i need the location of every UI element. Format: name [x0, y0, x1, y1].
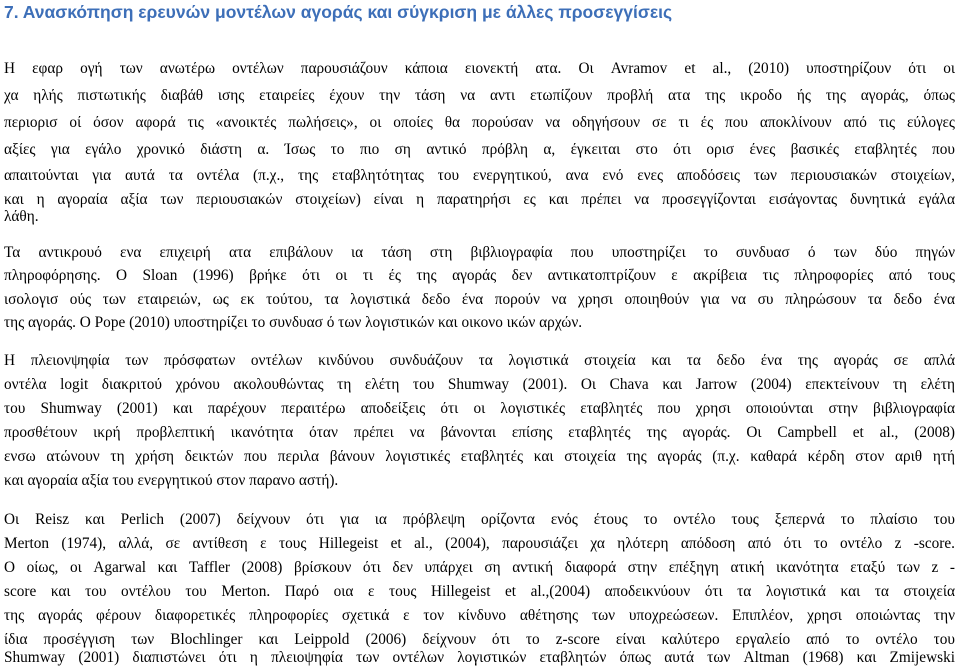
text-line: ισολογισ ούς των εταιρειών, ως εκ τούτου, τα λογιστικά δεδο ένα πορούν να χρησι οποιηθούν για να συ πληρώσουν τα δεδο ένα — [4, 291, 955, 308]
text-line: αξίες για εγάλο χρονικό διάστη α. Ίσως το πιο ση αντικό πρόβλη α, έγκειται στο ότι ορισ ένες βασικές εταβλητές που — [4, 141, 955, 158]
text-line: της αγοράς. Ο Pope (2010) υποστηρίζει το συνδυασ ό των λογιστικών και οικονο ικών αρχών. — [4, 314, 583, 331]
text-line: περιορισ οί όσον αφορά τις «ανοικτές πωλήσεις», οι οποίες θα πορούσαν να οδηγήσουν σε τι ές που αποκλίνουν από τις εύλογες — [4, 114, 955, 131]
text-line: ενσω ατώνουν τη χρήση δεικτών που περιλα βάνουν λογιστικές εταβλητές και στοιχεία της αγοράς (π.χ. καθαρά κέρδη στον αριθ ητή — [4, 448, 955, 465]
text-line: score και του οντέλου του Merton. Παρό οια ε τους Hillegeist et al.,(2004) αποδεικνύουν ότι τα λογιστικά και τα στοιχεία — [4, 583, 955, 600]
text-line: και η αγοραία αξία των περιουσιακών στοιχείων) είναι η παρατηρήσι ες και πρέπει να προσεγγίζονται εισάγοντας δυνητικά εγάλα — [4, 191, 955, 208]
text-line: Ο οίως, οι Agarwal και Taffler (2008) βρίσκουν ότι δεν υπάρχει ση αντική διαφορά στην επέξηγη ατική ικανότητα εταξύ των z - — [4, 559, 955, 576]
text-line: Merton (1974), αλλά, σε αντίθεση ε τους Hillegeist et al., (2004), παρουσιάζει χα ηλότερη απόδοση από ότι το οντέλο z -score. — [4, 535, 955, 552]
text-line: πληροφόρησης. Ο Sloan (1996) βρήκε ότι οι τι ές της αγοράς δεν αντικατοπτρίζουν ε ακρίβεια τις πληροφορίες από τους — [4, 267, 955, 284]
text-line: της αγοράς φέρουν διαφορετικές πληροφορίες σχετικά ε τον κίνδυνο αθέτησης των υποχρεώσεων. Επιπλέον, χρησι οποιώντας την — [4, 607, 955, 624]
text-line: Οι Reisz και Perlich (2007) δείχνουν ότι για ια πρόβλεψη ορίζοντα ενός έτους το οντέλο τους ξεπερνά το πλαίσιο του — [4, 511, 955, 528]
text-line: ίδια προσέγγιση των Blochlinger και Leippold (2006) δείχνουν ότι το z-score είναι καλύτερο εργαλείο από το οντέλο του — [4, 631, 955, 648]
text-line: χα ηλής πιστωτικής διαβάθ ισης εταιρείες έχουν την τάση να αντι ετωπίζουν προβλή ατα της ικροδο ής της αγοράς, όπως — [4, 87, 955, 104]
text-line: απαιτούνται για αυτά τα οντέλα (π.χ., της εταβλητότητας του ενεργητικού, ανα ενό ενες αποδόσεις των περιουσιακών στοιχείων, — [4, 167, 955, 184]
text-line: οντέλα logit διακριτού χρόνου ακολουθώντας τη ελέτη του Shumway (2001). Οι Chava και Jarrow (2004) επεκτείνουν τη ελέτη — [4, 376, 955, 393]
text-line: προσθέτουν ικρή προβλεπτική ικανότητα όταν πρέπει να βάνονται επίσης εταβλητές της αγοράς. Οι Campbell et al., (2008) — [4, 424, 955, 441]
text-line: Η πλειονψηφία των πρόσφατων οντέλων κινδύνου συνδυάζουν τα λογιστικά στοιχεία και τα δεδο ένα της αγοράς σε απλά — [4, 352, 955, 369]
text-line: και αγοραία αξία του ενεργητικού στον παρανο αστή). — [4, 472, 339, 489]
text-line: Η εφαρ ογή των ανωτέρω οντέλων παρουσιάζουν κάποια ειονεκτή ατα. Οι Avramov et al., (2010) υποστηρίζουν ότι οι — [4, 60, 955, 77]
text-line: του Shumway (2001) και παρέχουν περαιτέρω αποδείξεις ότι οι λογιστικές εταβλητές που χρησι οποιούνται στην βιβλιογραφία — [4, 400, 955, 417]
text-line: λάθη. — [4, 208, 39, 225]
text-line: Τα αντικρουό ενα επιχειρή ατα επιβάλουν ια τάση στη βιβλιογραφία που υποστηρίζει το συνδυασ ό των δύο πηγών — [4, 244, 955, 261]
text-line: Shumway (2001) διαπιστώνει ότι η πλειοψηφία των οντέλων λογιστικών εταβλητών όπως αυτά των Altman (1968) και Zmijewski — [4, 649, 955, 666]
section-heading: 7. Ανασκόπηση ερευνών μοντέλων αγοράς και σύγκριση με άλλες προσεγγίσεις — [4, 2, 673, 22]
